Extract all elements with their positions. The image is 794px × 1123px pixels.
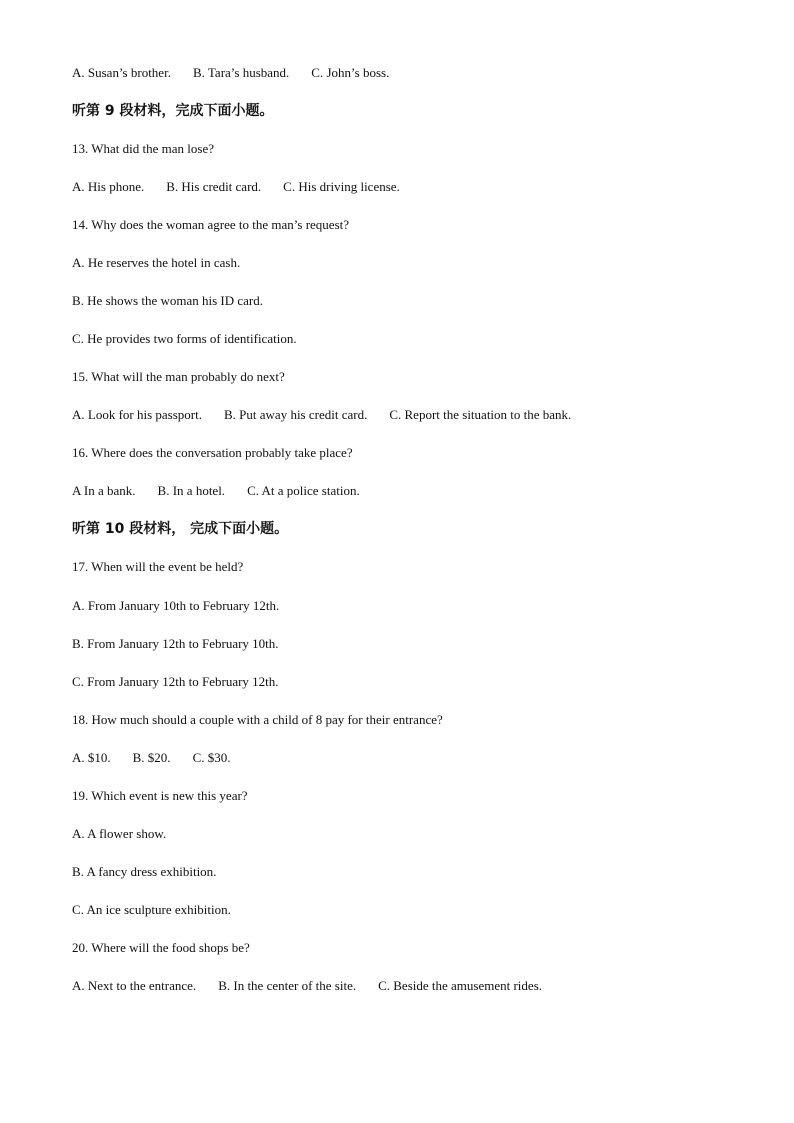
option-c: C. His driving license. — [283, 179, 400, 194]
option-b: B. In a hotel. — [157, 483, 226, 498]
option-17c: C. From January 12th to February 12th. — [72, 674, 279, 689]
question-15: 15. What will the man probably do next? — [72, 369, 285, 384]
option-a: A. $10. — [72, 750, 111, 765]
question-20: 20. Where will the food shops be? — [72, 940, 250, 955]
option-19b: B. A fancy dress exhibition. — [72, 864, 217, 879]
option-a: A In a bank. — [72, 483, 136, 498]
option-17a: A. From January 10th to February 12th. — [72, 598, 280, 613]
section-heading-9: 听第 9 段材料，完成下面小题。 — [72, 103, 274, 119]
option-a: A. Look for his passport. — [72, 407, 202, 422]
options-row-15 — [72, 406, 571, 424]
option-c: C. John’s boss. — [311, 65, 390, 80]
option-b: B. $20. — [132, 750, 171, 765]
question-13: 13. What did the man lose? — [72, 141, 215, 156]
options-row-20 — [72, 977, 542, 995]
option-a: A. Next to the entrance. — [72, 978, 197, 993]
option-c: C. $30. — [192, 750, 231, 765]
option-b: B. Put away his credit card. — [224, 407, 368, 422]
options-row-13 — [72, 178, 400, 196]
option-b: B. In the center of the site. — [218, 978, 357, 993]
question-16: 16. Where does the conversation probably take place? — [72, 445, 353, 460]
option-a: A. His phone. — [72, 179, 145, 194]
option-b: B. Tara’s husband. — [192, 65, 290, 80]
question-17: 17. When will the event be held? — [72, 559, 244, 574]
option-19a: A. A flower show. — [72, 826, 167, 841]
option-c: C. Report the situation to the bank. — [389, 407, 572, 422]
options-row-12 — [72, 64, 389, 82]
option-b: B. His credit card. — [166, 179, 262, 194]
options-row-18 — [72, 749, 230, 767]
question-18: 18. How much should a couple with a child of 8 pay for their entrance? — [72, 712, 443, 727]
option-c: C. At a police station. — [247, 483, 360, 498]
option-19c: C. An ice sculpture exhibition. — [72, 902, 231, 917]
option-a: A. Susan’s brother. — [72, 65, 171, 80]
question-19: 19. Which event is new this year? — [72, 788, 248, 803]
option-14a: A. He reserves the hotel in cash. — [72, 255, 241, 270]
section-heading-10: 听第 10 段材料， 完成下面小题。 — [72, 521, 289, 537]
option-14c: C. He provides two forms of identification. — [72, 331, 297, 346]
option-c: C. Beside the amusement rides. — [378, 978, 543, 993]
options-row-16 — [72, 482, 360, 500]
question-14: 14. Why does the woman agree to the man’s request? — [72, 217, 350, 232]
option-14b: B. He shows the woman his ID card. — [72, 293, 263, 308]
option-17b: B. From January 12th to February 10th. — [72, 636, 279, 651]
